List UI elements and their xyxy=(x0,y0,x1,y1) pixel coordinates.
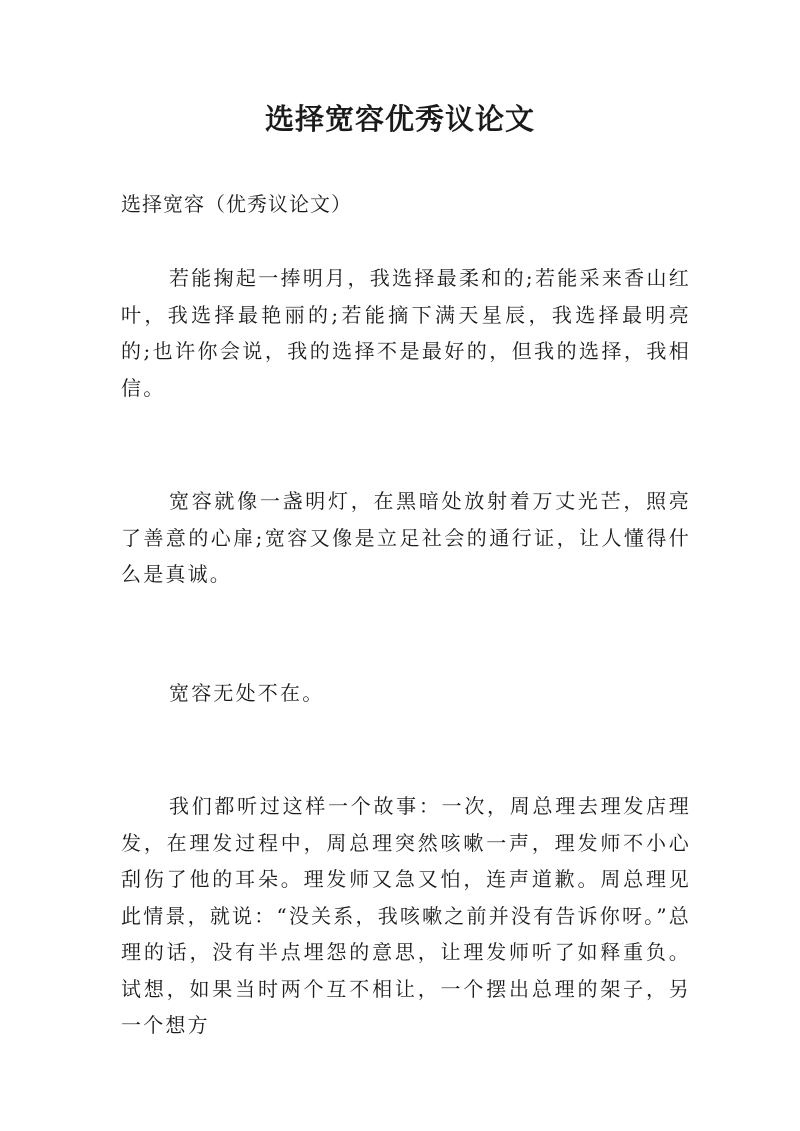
paragraph-2: 宽容就像一盏明灯，在黑暗处放射着万丈光芒，照亮了善意的心扉;宽容又像是立足社会的通行证，让人懂得什么是真诚。 xyxy=(121,489,691,586)
document-title: 选择宽容优秀议论文 xyxy=(264,102,535,136)
paragraph-4: 我们都听过这样一个故事：一次，周总理去理发店理发，在理发过程中，周总理突然咳嗽一声，理发师不小心刮伤了他的耳朵。理发师又急又怕，连声道歉。周总理见此情景，就说：“没关系，我咳嗽之前并没有告诉你呀。”总理的话，没有半点埋怨的意思，让理发师听了如释重负。试想，如果当时两个互不相让，一个摆出总理的架子，另一个想方 xyxy=(121,794,691,1037)
document-subtitle: 选择宽容（优秀议论文） xyxy=(121,192,352,216)
paragraph-1: 若能掬起一捧明月，我选择最柔和的;若能采来香山红叶，我选择最艳丽的;若能摘下满天星辰，我选择最明亮的;也许你会说，我的选择不是最好的，但我的选择，我相信。 xyxy=(121,266,691,400)
paragraph-3: 宽容无处不在。 xyxy=(169,681,325,705)
